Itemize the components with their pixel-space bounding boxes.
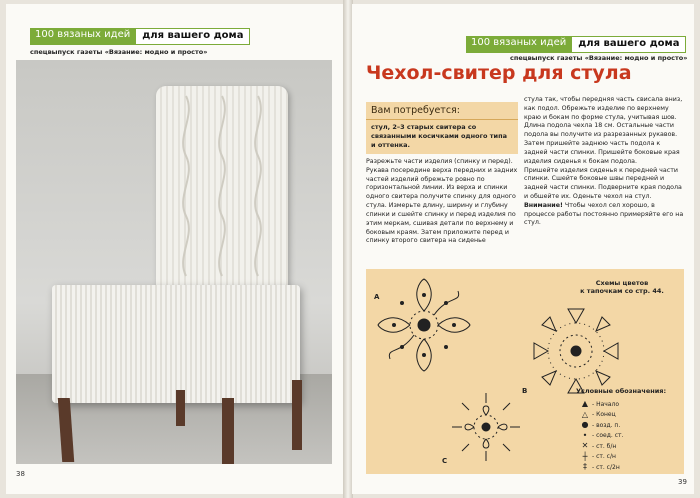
label-b: B (522, 387, 528, 395)
header-white-right: для вашего дома (571, 36, 686, 53)
chair-leg-front-right (222, 398, 234, 464)
legend-label: - возд. п. (592, 421, 621, 429)
article-column-2 (524, 96, 684, 228)
legend-symbol: ‡ (583, 462, 587, 472)
diagram-title-line2: к тапочкам со стр. 44. (580, 287, 664, 295)
crochet-diagrams (366, 269, 684, 474)
header-green-right: 100 вязаных идей (466, 36, 571, 53)
page-number-right: 39 (678, 478, 687, 486)
left-subtitle: спецвыпуск газеты «Вязание: модно и просто» (30, 48, 208, 56)
right-header (466, 36, 686, 53)
legend-label: - ст. б/н (592, 442, 617, 450)
legend-row (578, 410, 623, 421)
legend-label: - ст. с/2н (592, 463, 620, 471)
left-page (6, 4, 344, 494)
legend-row (578, 462, 623, 473)
attention-label: Внимание! (524, 201, 563, 209)
legend-symbol: • (582, 430, 588, 440)
chair-photo (16, 60, 332, 464)
chair-seat-cover (52, 285, 300, 403)
header-white: для вашего дома (135, 28, 250, 45)
legend-row (578, 420, 623, 431)
legend-symbol: ✕ (581, 441, 589, 451)
materials-text: стул, 2–3 старых свитера со связанными косичками одного типа и оттенка. (371, 123, 507, 149)
attention-text: Чтобы чехол сел хорошо, в процессе работы постоянно примеряйте его на стул. (524, 201, 684, 227)
article-title: Чехол-свитер для стула (366, 62, 632, 84)
flower-c-chart (452, 393, 520, 461)
legend-label: - Конец (592, 411, 616, 419)
materials-heading: Вам потребуется: (366, 102, 518, 120)
label-a: A (374, 293, 380, 301)
legend-label: - ст. с/н (592, 453, 616, 461)
chair-leg-back-left (176, 390, 185, 426)
flower-a-chart (378, 279, 470, 371)
legend-symbol: ▲ (581, 399, 589, 409)
materials-box (366, 102, 518, 154)
legend-row (578, 431, 623, 442)
cable-pattern (156, 86, 288, 298)
flower-charts (366, 269, 684, 474)
header-green: 100 вязаных идей (30, 28, 135, 45)
chair-backrest (156, 86, 288, 298)
symbol-legend (578, 399, 623, 473)
article-column-2-text: стула так, чтобы передняя часть свисала вниз, как подол. Обрежьте изделие по верхнему краю и бокам по форме стула, учитывая шов. Длина подола чехла 18 см. Остальные части подола вы получите из разрезанных рукавов. Затем пришейте заднюю часть подола к задней части спинки. Пришейте боковые края изделия сиденья к бокам подола. Пришейте изделия сиденья к передней части спинки. Сшейте боковые швы передней и задней части спинки. Подверните края подола и обшейте их. Оденьте чехол на стул. (524, 96, 683, 200)
legend-label: - соед. ст. (592, 432, 624, 440)
legend-symbol: ┼ (582, 451, 588, 461)
chair-leg-back-right (292, 380, 302, 450)
left-header (30, 28, 250, 45)
legend-symbol: ● (581, 420, 589, 430)
right-subtitle: спецвыпуск газеты «Вязание: модно и просто» (510, 54, 688, 62)
right-page (352, 4, 694, 494)
label-c: C (442, 457, 448, 465)
article-column-1: Разрежьте части изделия (спинку и перед). Рукава посередине верха передних и задних частей изделий обрежьте ровно по горизонтальной линии. Из верха и спинки одного свитера получите спинку для одного стула. Измерьте длину, ширину и глубину спинки и сшейте спинку и перед изделия по этим меркам, сшивая детали по верхнему и боковым краям. Затем приложите перед и спинку второго свитера на сиденье (366, 158, 518, 245)
flower-b-chart (534, 309, 618, 393)
legend-label: - Начало (592, 400, 619, 408)
diagram-title-line1: Схемы цветов (595, 279, 649, 287)
legend-row (578, 399, 623, 410)
legend-title: Условные обозначения: (576, 387, 667, 395)
legend-row (578, 441, 623, 452)
legend-row (578, 452, 623, 463)
page-number-left: 38 (16, 470, 25, 478)
legend-symbol: △ (581, 409, 589, 419)
